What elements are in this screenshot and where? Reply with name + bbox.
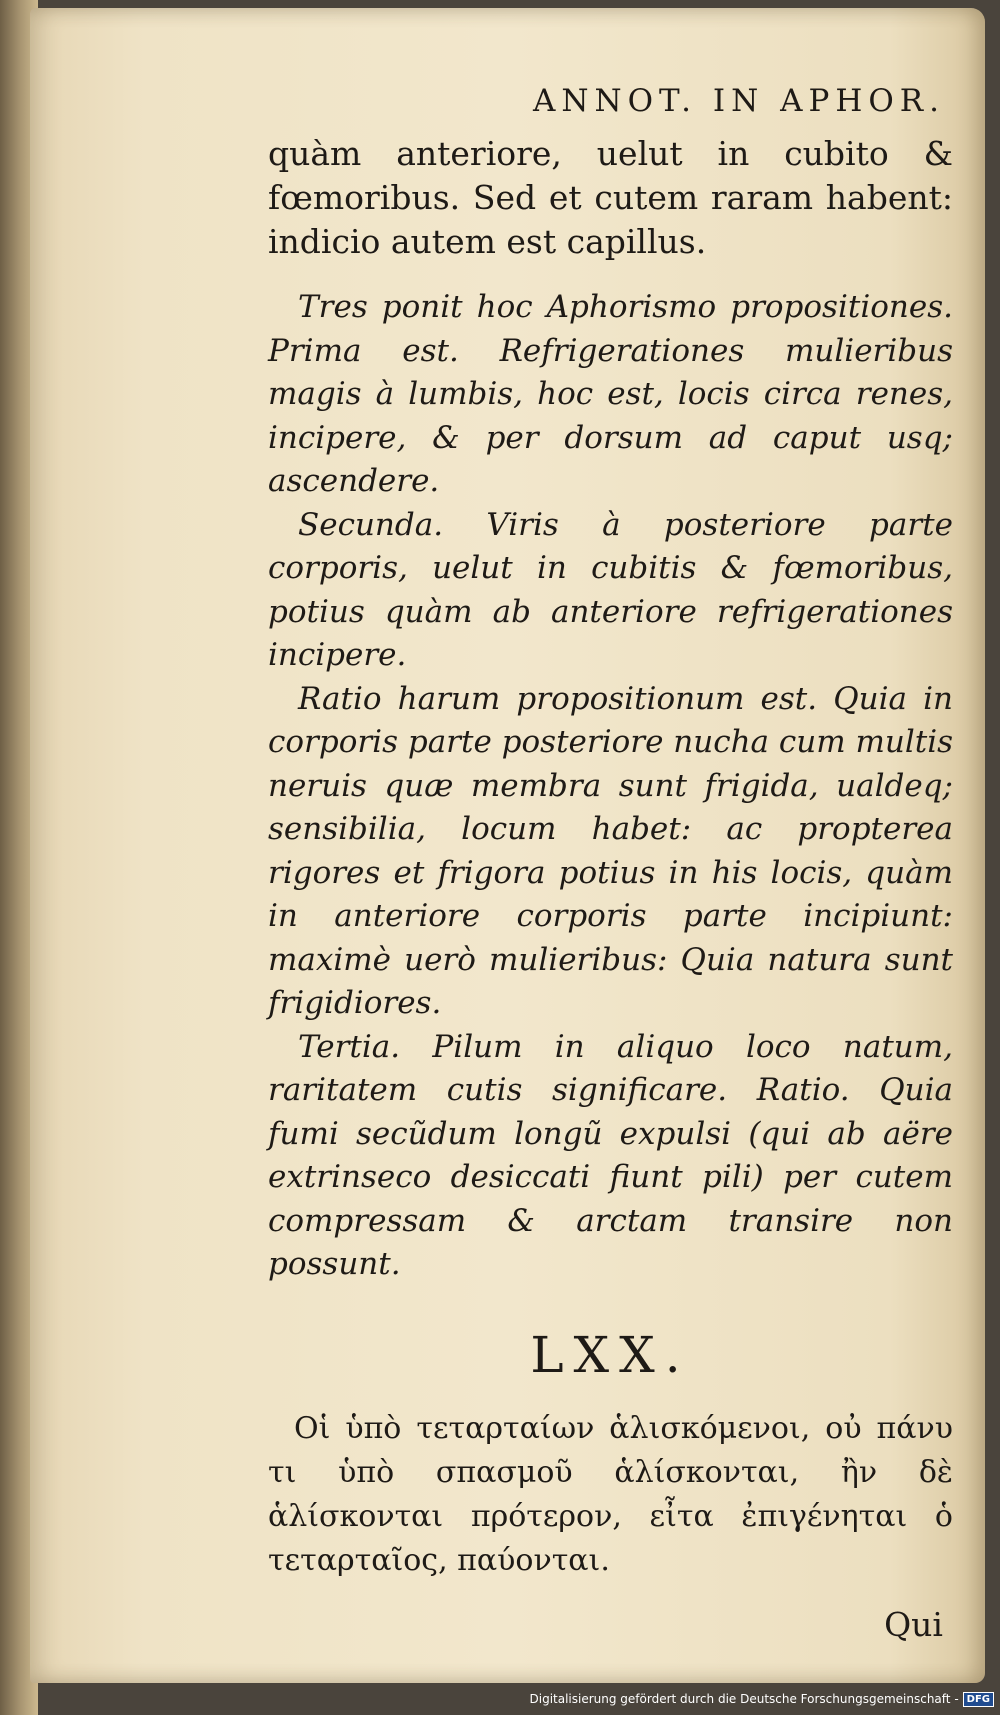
top-lines: quàm anteriore, uelut in cubito & fœmoribus. Sed et cutem raram habent: indicio autem est capillus. <box>268 134 953 261</box>
running-head: ANNOT. IN APHOR. <box>533 83 945 119</box>
digitization-credit <box>530 1689 995 1709</box>
section-heading: LXX. <box>530 1325 691 1384</box>
credit-text: Digitalisierung gefördert durch die Deutsche Forschungsgemeinschaft - <box>529 1692 959 1706</box>
paragraph-ratio: Ratio harum propositionum est. Quia in corporis parte posteriore nucha cum multis neruis quæ membra sunt frigida, ualdeq; sensibilia, locum habet: ac propterea rigores et frigora potius in his locis, quàm in anteriore corporis parte incipiunt: maximè uerò mulieribus: Quia natura sunt frigidiores. <box>268 680 954 1021</box>
paragraph-tertia: Tertia. Pilum in aliquo loco natum, raritatem cutis significare. Ratio. Quia fumi secũdum longũ expulsi (qui ab aëre extrinseco desiccati fiunt pili) per cutem compressam & arctam transire non possunt. <box>268 1028 953 1282</box>
paragraph-propositions: Tres ponit hoc Aphorismo propositiones. Prima est. Refrigerationes mulieribus magis à lumbis, hoc est, locis circa renes, incipere, & per dorsum ad caput usq; ascendere. <box>268 289 953 499</box>
page-text <box>268 80 953 1644</box>
dfg-logo-icon: DFG <box>963 1692 994 1707</box>
paragraph-secunda: Secunda. Viris à posteriore parte corporis, uelut in cubitis & fœmoribus, potius quàm ab anteriore refrigerationes incipere. <box>268 506 953 673</box>
greek-aphorism: Οἱ ὑπὸ τεταρταίων ἁλισκόμενοι, οὐ πάνυ τι ὑπὸ σπασμοῦ ἁλίσκονται, ἢν δὲ ἁλίσκονται πρότερον, εἶτα ἐπιγένηται ὁ τεταρταῖος, παύονται. <box>268 1410 953 1578</box>
catchword: Qui <box>884 1604 943 1644</box>
